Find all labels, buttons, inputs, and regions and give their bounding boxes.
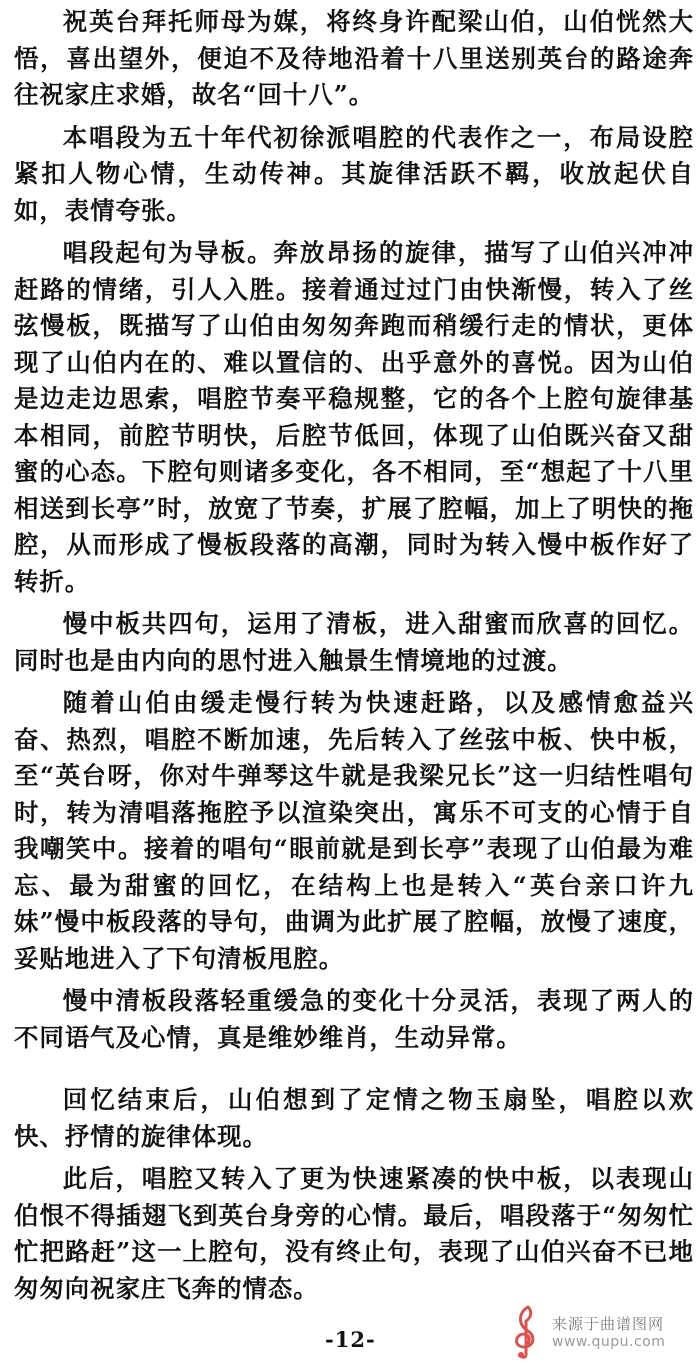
paragraph: 此后，唱腔又转入了更为快速紧凑的快中板，以表现山伯恨不得插翅飞到英台身旁的心情。最后，唱段落于“匆匆忙忙把路赶”这一上腔句，没有终止句，表现了山伯兴奋不已地匆匆向祝家庄飞奔的情态。 <box>14 1164 694 1303</box>
page-number: -12- <box>325 1327 376 1352</box>
site-watermark <box>506 1300 696 1362</box>
paragraph: 回忆结束后，山伯想到了定情之物玉扇坠，唱腔以欢快、抒情的旋律体现。 <box>14 1085 694 1151</box>
paragraph: 唱段起句为导板。奔放昂扬的旋律，描写了山伯兴冲冲赶路的情绪，引人入胜。接着通过过门由快渐慢，转入了丝弦慢板，既描写了山伯由匆匆奔跑而稍缓行走的情状，更体现了山伯内在的、难以置信的、出乎意外的喜悦。因为山伯是边走边思索，唱腔节奏平稳规整，它的各个上腔句旋律基本相同，前腔节明快，后腔节低回，体现了山伯既兴奋又甜蜜的心态。下腔句则诸多变化，各不相同，至“想起了十八里相送到长亭”时，放宽了节奏，扩展了腔幅，加上了明快的拖腔，从而形成了慢板段落的高潮，同时为转入慢中板作好了转折。 <box>14 238 694 596</box>
paragraph: 随着山伯由缓走慢行转为快速赶路，以及感情愈益兴奋、热烈，唱腔不断加速，先后转入了丝弦中板、快中板，至“英台呀，你对牛弹琴这牛就是我梁兄长”这一归结性唱句时，转为清唱落拖腔予以渲染突出，寓乐不可支的心情于自我嘲笑中。接着的唱句“眼前就是到长亭”表现了山伯最为难忘、最为甜蜜的回忆，在结构上也是转入“英台亲口许九妹”慢中板段落的导句，曲调为此扩展了腔幅，放慢了速度，妥贴地进入了下句清板甩腔。 <box>14 688 694 973</box>
watermark-site-name: 来源于曲谱图网 <box>552 1314 665 1333</box>
paragraph: 慢中清板段落轻重缓急的变化十分灵活，表现了两人的不同语气及心情，真是维妙维肖，生动异常。 <box>14 986 694 1052</box>
paragraph: 祝英台拜托师母为媒，将终身许配梁山伯，山伯恍然大悟，喜出望外，便迫不及待地沿着十八里送别英台的路途奔往祝家庄求婚，故名“回十八”。 <box>14 7 694 109</box>
watermark-site-url: www.qupu.com <box>552 1333 666 1350</box>
paragraph: 慢中板共四句，运用了清板，进入甜蜜而欣喜的回忆。同时也是由内向的思忖进入触景生情境地的过渡。 <box>14 609 694 675</box>
paragraph: 本唱段为五十年代初徐派唱腔的代表作之一，布局设腔紧扣人物心情，生动传神。其旋律活跃不羁，收放起伏自如，表情夸张。 <box>14 122 694 225</box>
document-body <box>14 4 694 1307</box>
treble-clef-icon <box>506 1303 546 1359</box>
